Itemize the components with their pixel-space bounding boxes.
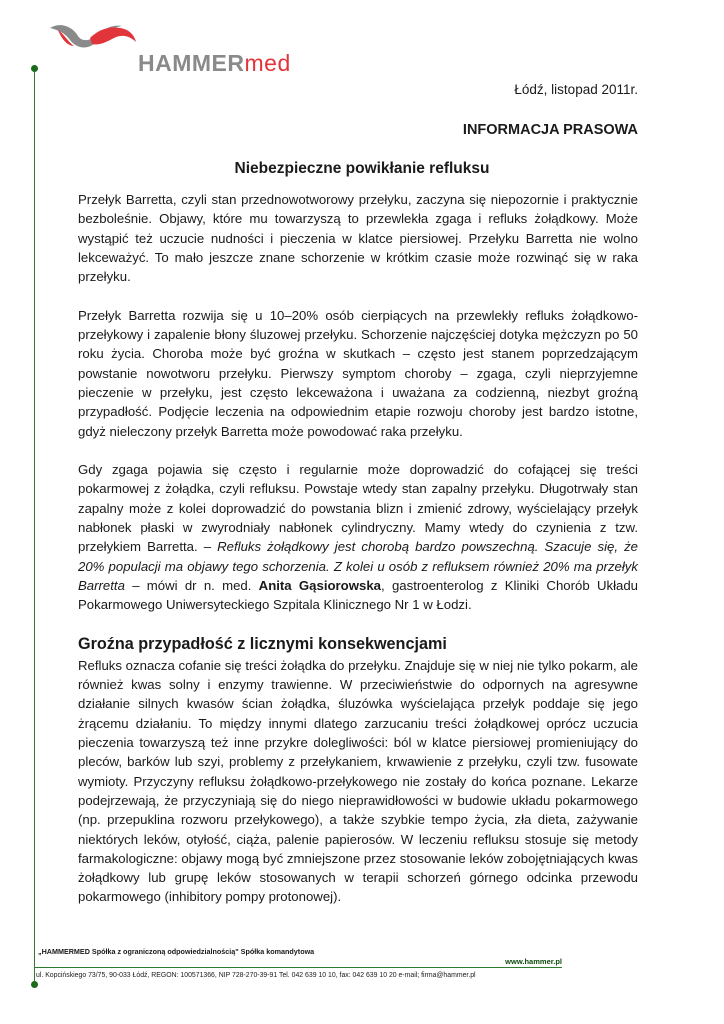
line-top-dot [31,65,38,72]
footer-company-name: „HAMMERMED Spółka z ograniczoną odpowiedzialnością" Spółka komandytowa [38,947,315,956]
footer-address: ul. Kopcińskiego 73/75, 90-033 Łódź, REGON: 100571366, NIP 728-270-39-91 Tel. 042 639 10 10, fax: 042 639 10 20 e-mail; firma@hammer.pl [36,972,476,979]
left-border-line [34,68,35,985]
footer-divider [34,967,562,968]
line-bottom-dot [31,981,38,988]
paragraph-3: Gdy zgaga pojawia się często i regularnie może doprowadzić do cofającej się treści pokarmowej z żołądka, czyli refluksu. Powstaje wtedy stan zapalny przełyku. Długotrwały stan zapalny może z kolei doprowadzić do powstania blizn i zmienić zdrowy, wyścielający przełyk nabłonek płaski w zwyrodniały nabłonek cylindryczny. Mamy wtedy do czynienia z tzw. przełykiem Barretta. – Refluks żołądkowy jest chorobą bardzo powszechną. Szacuje się, że 20% populacji ma objawy tego schorzenia. Z kolei u osób z refluksem również 20% ma przełyk Barretta – mówi dr n. med. Anita Gąsiorowska, gastroenterolog z Kliniki Chorób Układu Pokarmowego Uniwersyteckiego Szpitala Klinicznego Nr 1 w Łodzi. [78,462,639,613]
press-release-label: INFORMACJA PRASOWA [462,122,638,138]
paragraph-1: Przełyk Barretta, czyli stan przednowotworowy przełyku, zaczyna się niepozornie i praktycznie bezboleśnie. Objawy, które mu towarzyszą to przewlekła zgaga i refluks żołądkowy. Może wystąpić też uczucie nudności i pieczenia w klatce piersiowej. Przełyku Barretta nie wolno lekceważyć. To mało jeszcze znane schorzenie w krótkim czasie może rozwinąć się w raka przełyku. [78,192,638,285]
section-heading: Groźna przypadłość z licznymi konsekwencjami [78,634,447,653]
company-logo [48,20,291,80]
logo-wordmark: HAMMERmed [138,50,291,76]
expert-quote: Refluks żołądkowy jest chorobą bardzo powszechną. Szacuje się, że 20% populacji ma objawy tego schorzenia. Z kolei u osób z refluksem również 20% ma przełyk Barretta [78,539,639,593]
footer-website-link[interactable]: www.hammer.pl [505,957,562,966]
expert-name: Anita Gąsiorowska [258,577,382,593]
paragraph-4: Refluks oznacza cofanie się treści żołądka do przełyku. Znajduje się w niej nie tylko pokarm, ale również kwas solny i enzymy trawienne. W przeciwieństwie do odpornych na agresywne działanie silnych kwasów ścian żołądka, śluzówka wyścielająca przełyk poddaje się jego żrącemu działaniu. To między innymi dlatego zarzucaniu treści żołądkowej oprócz uczucia pieczenia towarzyszą też inne przykre dolegliwości: ból w klatce piersiowej promieniujący do pleców, barków lub szyi, problemy z przełykaniem, krwawienie z przełyku, czyli tzw. fusowate wymioty. Przyczyny refluksu żołądkowo-przełykowego nie zostały do końca poznane. Lekarze podejrzewają, że przyczyniają się do niego nieprawidłowości w budowie układu pokarmowego (np. przepuklina rozworu przełykowego), a także szybkie tempo życia, zła dieta, zażywanie niektórych leków, otyłość, ciąża, palenie papierosów. W leczeniu refluksu stosuje się metody farmakologiczne: objawy mogą być zmniejszone przez stosowanie leków zobojętniających kwas żołądkowy lub grupę leków stosowanych w terapii schorzeń górnego odcinka przewodu pokarmowego (inhibitory pompy protonowej). [78,657,639,905]
paragraph-2: Przełyk Barretta rozwija się u 10–20% osób cierpiących na przewlekły refluks żołądkowo-przełykowy i zapalenie błony śluzowej przełyku. Schorzenie najczęściej dotyka mężczyzn po 50 roku życia. Choroba może być groźna w skutkach – często jest stanem poprzedzającym powstanie nowotworu przełyku. Pierwszy symptom choroby – zgaga, czyli nieprzyjemne pieczenie w przełyku, jest często lekceważona i uważana za codzienną, niezbyt groźną przypadłość. Podjęcie leczenia na odpowiednim etapie rozwoju choroby jest bardzo istotne, gdyż nieleczony przełyk Barretta może powodować raka przełyku. [78,307,638,439]
document-date: Łódź, listopad 2011r. [514,82,638,97]
document-title: Niebezpieczne powikłanie refluksu [234,160,490,177]
hammer-swoosh-icon [48,20,138,60]
article-body [78,190,638,907]
